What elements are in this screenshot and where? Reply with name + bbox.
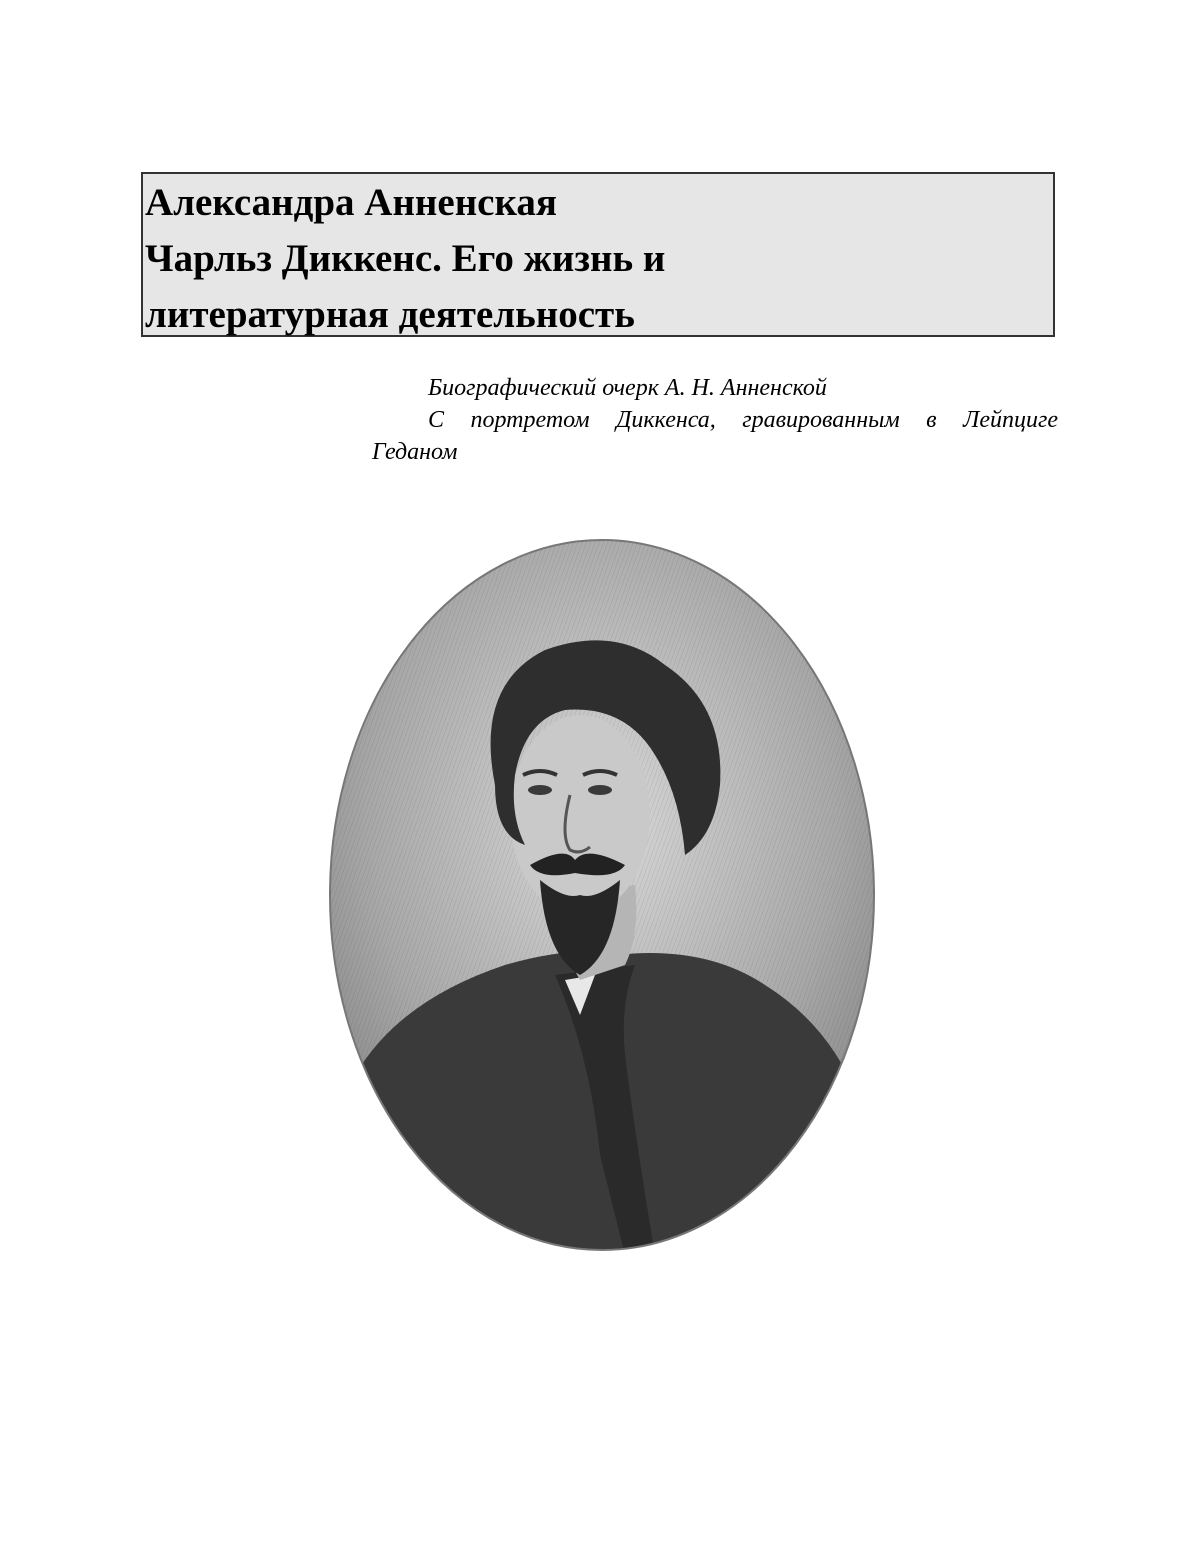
subtitle-line-3: Геданом (372, 439, 458, 465)
subtitle-line-2: С портретом Диккенса, гравированным в Лейпциге (428, 407, 1058, 433)
title-block (141, 172, 1055, 337)
book-title-line-1: Чарльз Диккенс. Его жизнь и (145, 237, 666, 280)
subtitle-line-1: Биографический очерк А. Н. Анненской (428, 375, 827, 401)
book-title-line-2: литературная деятельность (145, 293, 635, 336)
author-name: Александра Анненская (145, 181, 557, 224)
portrait-image (325, 535, 880, 1255)
